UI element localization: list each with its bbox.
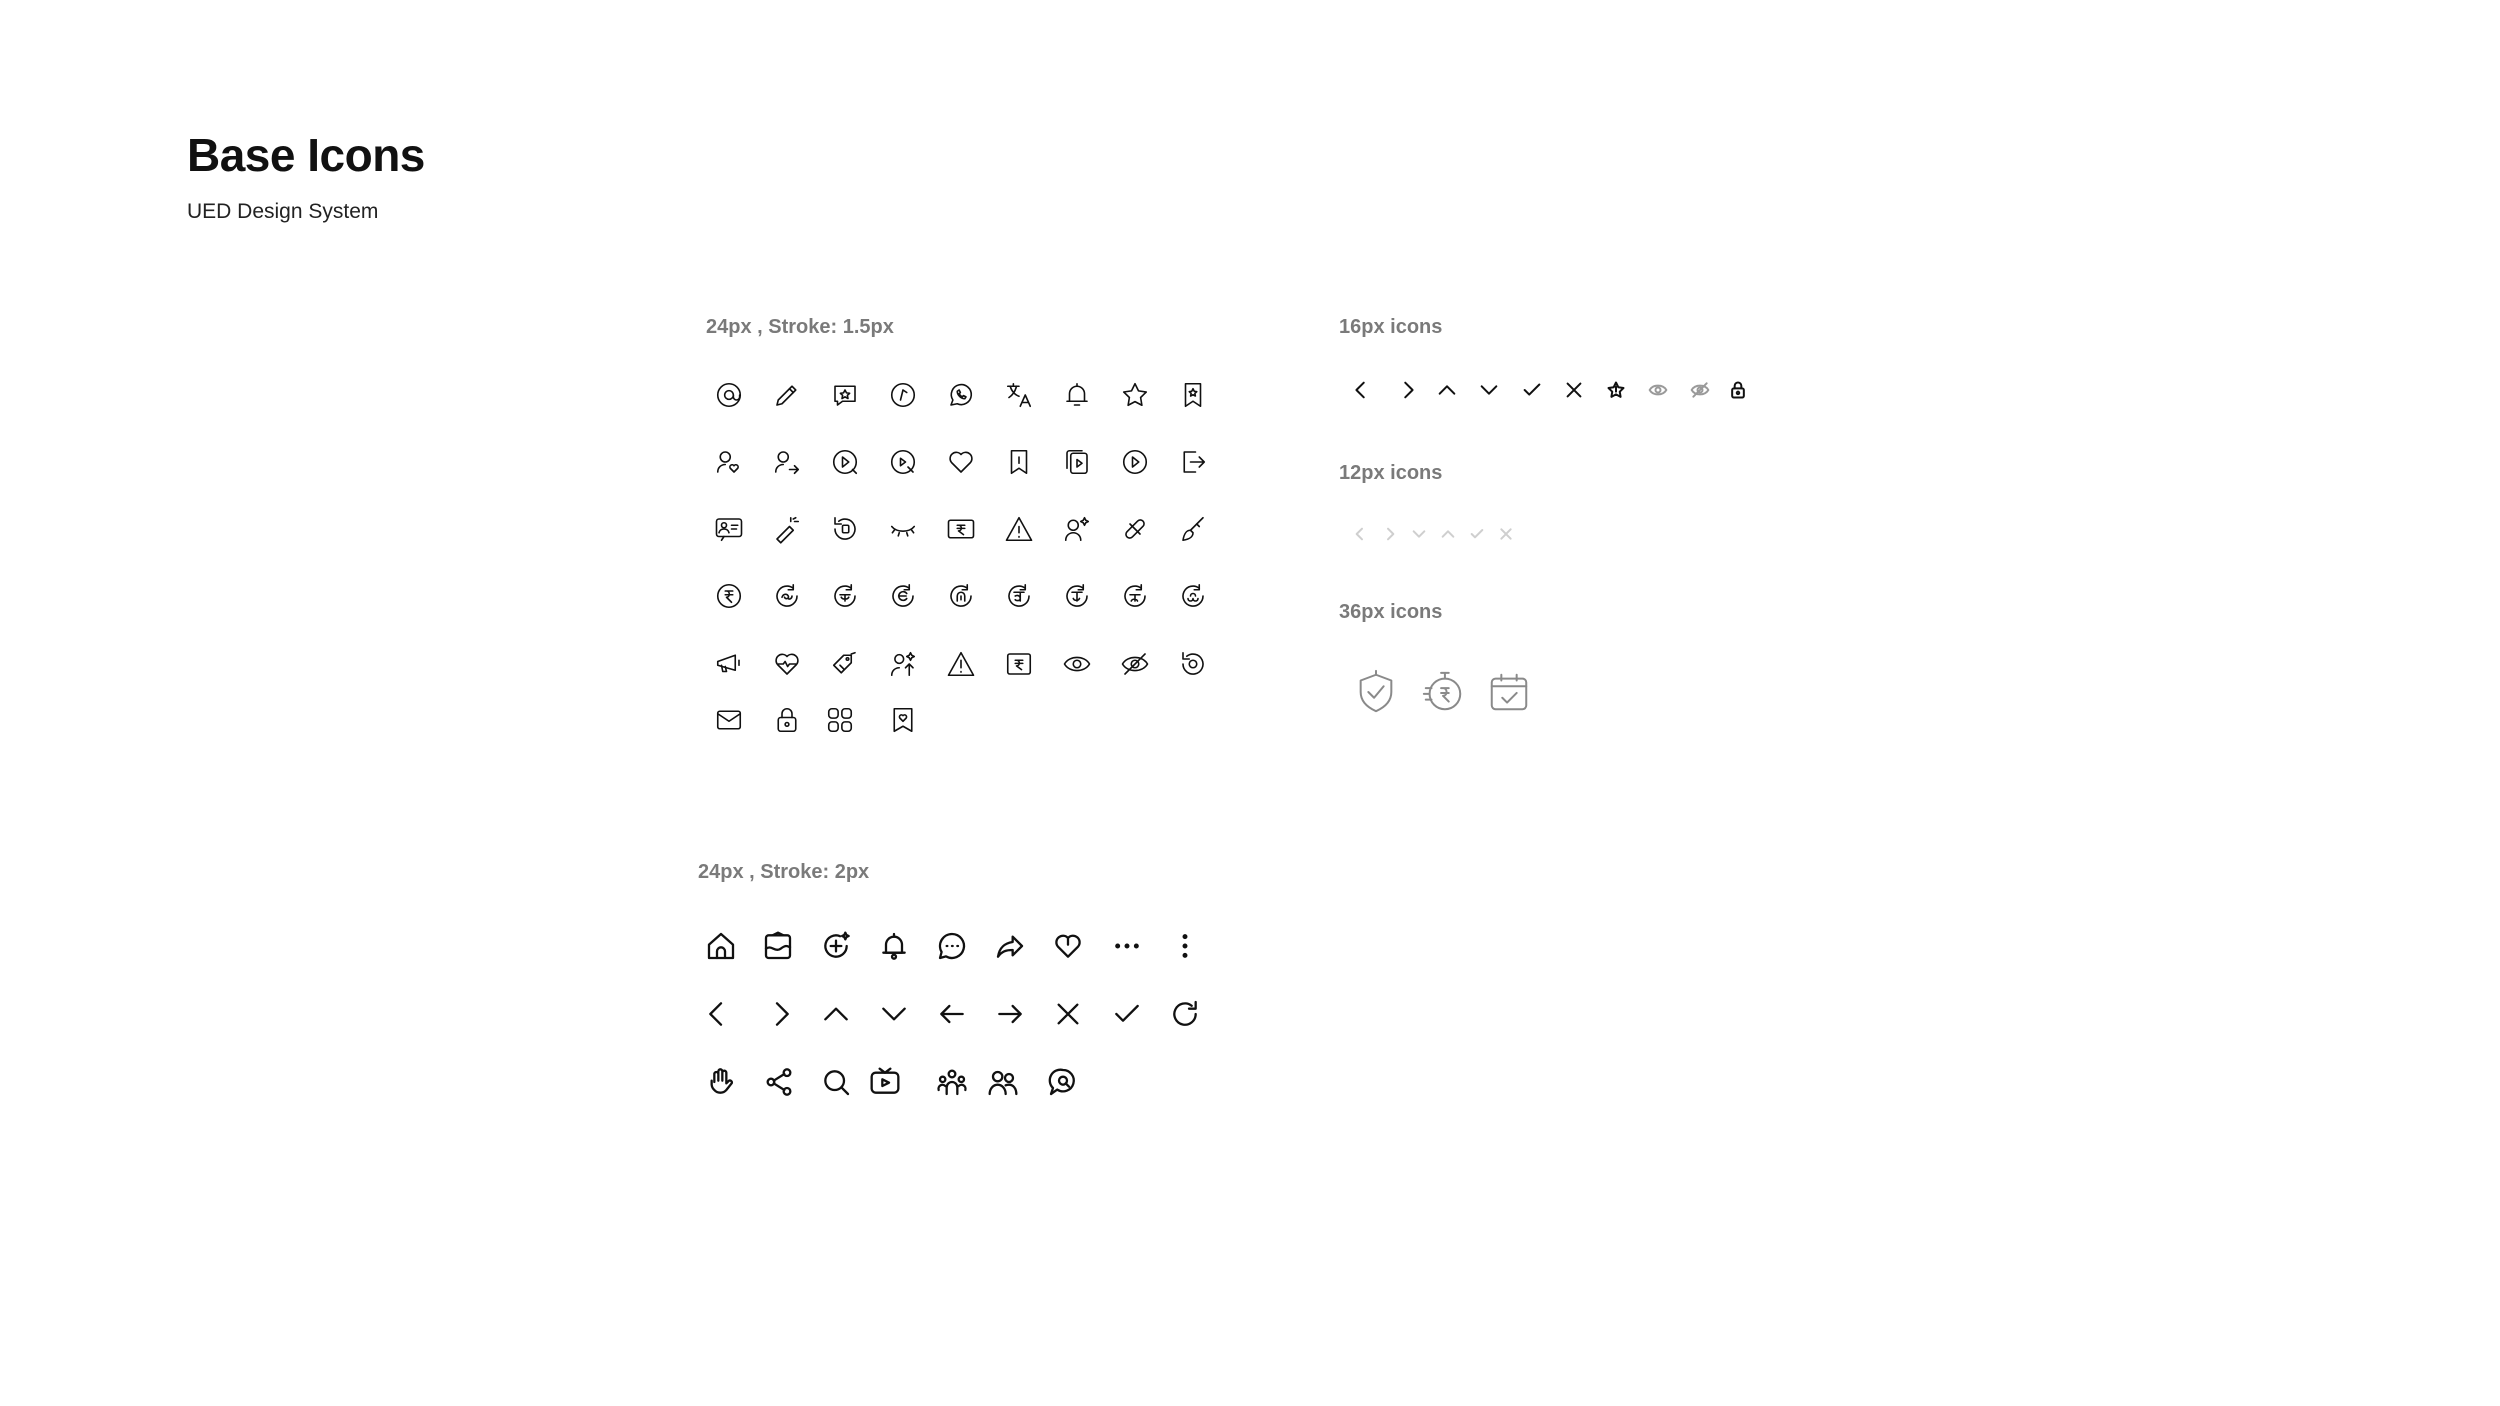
arrow-right-icon <box>994 998 1026 1030</box>
whatsapp-icon <box>946 380 976 410</box>
share-nodes-icon <box>763 1066 795 1098</box>
magic-pen-icon <box>772 514 802 544</box>
refresh-icon <box>1169 998 1201 1030</box>
compass-circle-icon <box>888 380 918 410</box>
search-icon <box>820 1066 852 1098</box>
logout-icon <box>1178 447 1208 477</box>
chevron-right-icon <box>765 998 797 1030</box>
check-icon <box>1469 526 1485 542</box>
close-icon <box>1563 379 1585 401</box>
bookmark-icon <box>1004 447 1034 477</box>
community-icon <box>936 1066 968 1098</box>
rupee-circle-icon <box>714 581 744 611</box>
bell-bold-icon <box>878 930 910 962</box>
star-outline-icon <box>1606 380 1626 400</box>
page-subtitle: UED Design System <box>187 200 379 223</box>
replay-alt-icon <box>1178 649 1208 679</box>
chevron-left-icon <box>701 998 733 1030</box>
marathi-letter-circle-icon <box>1004 581 1034 611</box>
rupee-note-alt-icon <box>1004 649 1034 679</box>
check-icon <box>1521 379 1543 401</box>
section-label-16px: 16px icons <box>1339 316 1443 338</box>
star-icon <box>1120 380 1150 410</box>
user-sparkle-icon <box>1062 514 1092 544</box>
user-heart-icon <box>714 447 744 477</box>
bookmark-star-icon <box>1178 380 1208 410</box>
english-letter-circle-icon <box>888 581 918 611</box>
bookmark-heart-icon <box>888 705 918 735</box>
heart-bold-icon <box>1052 930 1084 962</box>
bengali-letter-circle-icon <box>830 581 860 611</box>
check-icon <box>1111 998 1143 1030</box>
group-icon <box>987 1066 1019 1098</box>
chevron-down-icon <box>1411 526 1427 542</box>
grid-icon <box>825 705 855 735</box>
eye-icon <box>1648 380 1668 400</box>
chevron-up-icon <box>1436 379 1458 401</box>
warning-triangle-alt-icon <box>946 649 976 679</box>
bell-icon <box>1062 380 1092 410</box>
shield-check-icon <box>1353 669 1399 715</box>
tamil-letter-circle-icon <box>1062 581 1092 611</box>
brush-icon <box>1178 514 1208 544</box>
chevron-left-icon <box>1352 526 1368 542</box>
add-sparkle-icon <box>820 930 852 962</box>
chevron-down-icon <box>1478 379 1500 401</box>
eye-off-icon <box>1690 380 1710 400</box>
more-vertical-icon <box>1169 930 1201 962</box>
play-search-icon <box>830 447 860 477</box>
telugu-letter-circle-icon <box>946 581 976 611</box>
hand-wave-icon <box>705 1066 737 1098</box>
chevron-left-icon <box>1350 379 1372 401</box>
chevron-right-icon <box>1397 379 1419 401</box>
lock-icon <box>772 705 802 735</box>
home-icon <box>705 930 737 962</box>
mail-icon <box>714 705 744 735</box>
chevron-up-icon <box>820 998 852 1030</box>
translate-icon <box>1004 380 1034 410</box>
calendar-check-icon <box>1486 669 1532 715</box>
pencil-icon <box>772 380 802 410</box>
close-icon <box>1052 998 1084 1030</box>
page-title: Base Icons <box>187 129 425 181</box>
section-label-stroke-1-5: 24px , Stroke: 1.5px <box>706 316 894 338</box>
price-tag-icon <box>830 649 860 679</box>
heart-pulse-icon <box>772 649 802 679</box>
warning-triangle-icon <box>1004 514 1034 544</box>
lock-icon <box>1728 380 1748 400</box>
user-share-icon <box>772 447 802 477</box>
user-sparkle-alt-icon <box>888 649 918 679</box>
hindi-letter-circle-icon <box>772 581 802 611</box>
section-label-36px: 36px icons <box>1339 601 1443 623</box>
close-icon <box>1498 526 1514 542</box>
share-arrow-icon <box>994 930 1026 962</box>
heart-icon <box>946 447 976 477</box>
section-label-stroke-2: 24px , Stroke: 2px <box>698 861 870 883</box>
megaphone-icon <box>714 649 744 679</box>
chevron-right-icon <box>1382 526 1398 542</box>
more-horizontal-icon <box>1111 930 1143 962</box>
search-play-icon <box>888 447 918 477</box>
bandage-icon <box>1120 514 1150 544</box>
malayalam-letter-circle-icon <box>1178 581 1208 611</box>
tv-play-icon <box>869 1066 901 1098</box>
eye-off-icon <box>1120 649 1150 679</box>
play-circle-icon <box>1120 447 1150 477</box>
message-dots-icon <box>936 930 968 962</box>
at-sign-icon <box>714 380 744 410</box>
arrow-left-icon <box>936 998 968 1030</box>
timer-rupee-icon <box>1420 669 1466 715</box>
closed-eye-icon <box>888 514 918 544</box>
message-star-icon <box>830 380 860 410</box>
kannada-letter-circle-icon <box>1120 581 1150 611</box>
chat-search-icon <box>1047 1066 1079 1098</box>
copy-play-icon <box>1062 447 1092 477</box>
message-user-icon <box>714 514 744 544</box>
photo-frame-icon <box>762 930 794 962</box>
rupee-note-icon <box>946 514 976 544</box>
chevron-down-icon <box>878 998 910 1030</box>
chevron-up-icon <box>1440 526 1456 542</box>
section-label-12px: 12px icons <box>1339 462 1443 484</box>
replay-icon <box>830 514 860 544</box>
eye-icon <box>1062 649 1092 679</box>
